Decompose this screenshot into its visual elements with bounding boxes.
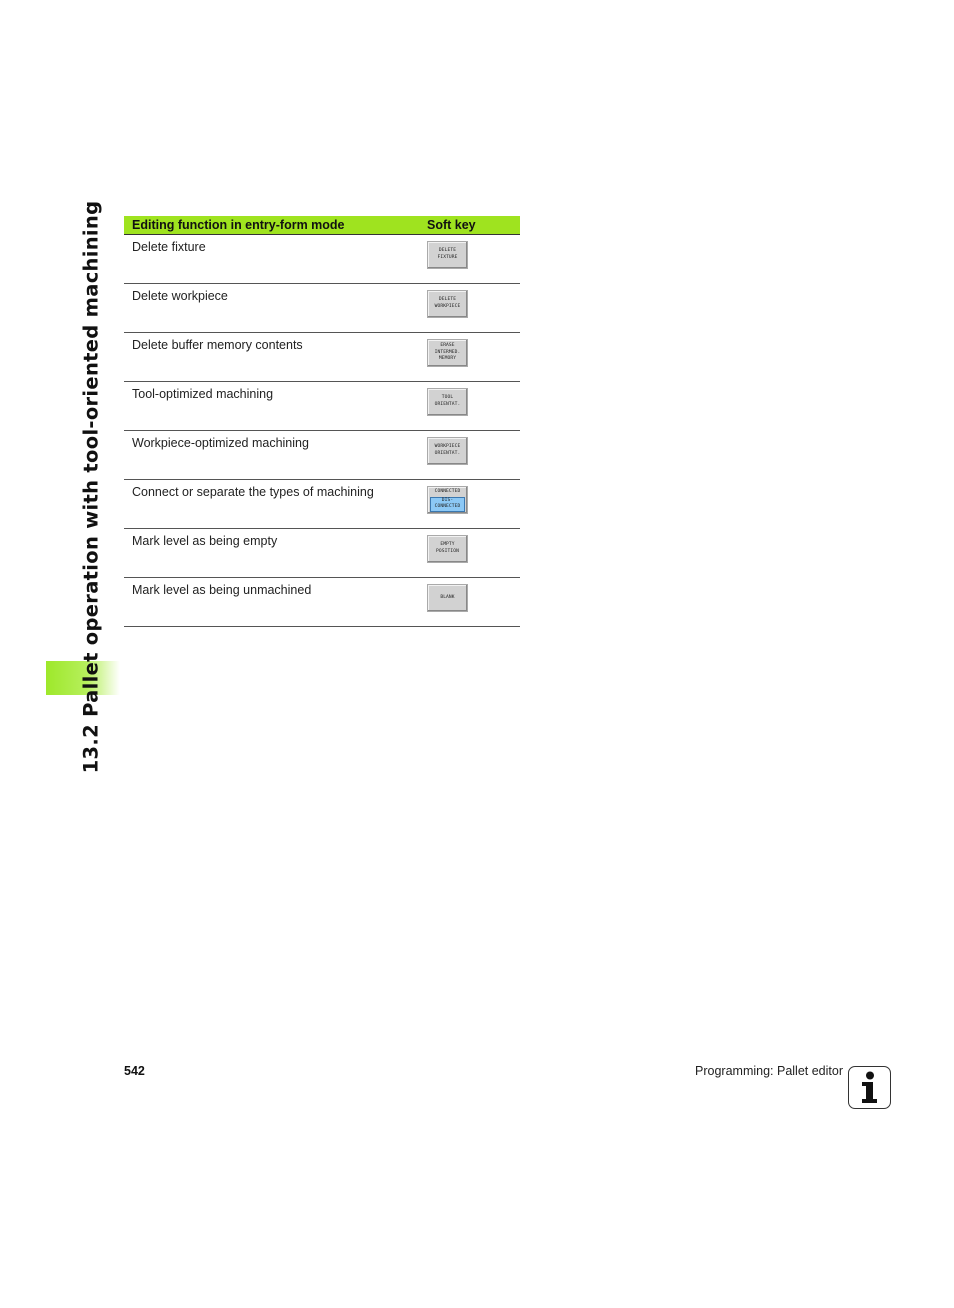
column-header-function: Editing function in entry-form mode	[124, 216, 427, 235]
page-number: 542	[124, 1064, 145, 1078]
connected-disconnected-softkey[interactable]	[427, 486, 468, 514]
table-row	[124, 333, 520, 382]
softkey-line: FIXTURE	[437, 255, 458, 260]
table-row	[124, 480, 520, 529]
column-header-softkey: Soft key	[427, 216, 520, 235]
table-header-row	[124, 216, 520, 235]
softkey-line: TOOL	[441, 395, 454, 401]
erase-intermediate-memory-softkey[interactable]	[427, 339, 468, 367]
section-title-text: 13.2 Pallet operation with tool-oriented machining	[79, 200, 103, 774]
workpiece-orientation-softkey[interactable]	[427, 437, 468, 465]
tool-orientation-softkey[interactable]	[427, 388, 468, 416]
softkey-line: CONNECTED	[434, 504, 461, 510]
softkey-line: WORKPIECE	[434, 444, 461, 450]
delete-workpiece-softkey[interactable]	[427, 290, 468, 318]
row-label: Tool-optimized machining	[124, 382, 427, 431]
table-row	[124, 382, 520, 431]
row-label: Mark level as being empty	[124, 529, 427, 578]
info-icon	[848, 1066, 891, 1109]
softkey-line: EMPTY	[440, 542, 455, 548]
row-label: Delete buffer memory contents	[124, 333, 427, 382]
table-row	[124, 284, 520, 333]
softkey-line: DIS-	[441, 497, 454, 503]
table-row	[124, 431, 520, 480]
softkey-active-state	[430, 497, 465, 512]
empty-position-softkey[interactable]	[427, 535, 468, 563]
softkey-line: ORIENTAT.	[434, 402, 461, 407]
softkey-line: MEMORY	[438, 356, 457, 362]
delete-fixture-softkey[interactable]	[427, 241, 468, 269]
row-label: Delete workpiece	[124, 284, 427, 333]
softkey-line: WORKPIECE	[434, 304, 461, 309]
blank-softkey[interactable]	[427, 584, 468, 612]
row-label: Connect or separate the types of machining	[124, 480, 427, 529]
row-label: Delete fixture	[124, 235, 427, 284]
softkey-line: DELETE	[438, 248, 457, 254]
softkey-line: INTERMED.	[434, 349, 461, 355]
row-label: Mark level as being unmachined	[124, 578, 427, 627]
table-row	[124, 578, 520, 627]
table-row	[124, 235, 520, 284]
softkey-line: DELETE	[438, 297, 457, 303]
softkey-line: POSITION	[436, 549, 459, 554]
function-table	[124, 216, 520, 627]
softkey-line: ERASE	[440, 342, 455, 348]
table-row	[124, 529, 520, 578]
softkey-line: CONNECTED	[434, 489, 461, 494]
row-label: Workpiece-optimized machining	[124, 431, 427, 480]
chapter-title: Programming: Pallet editor	[695, 1064, 843, 1078]
softkey-line: BLANK	[440, 594, 455, 600]
softkey-line: ORIENTAT.	[434, 451, 461, 456]
